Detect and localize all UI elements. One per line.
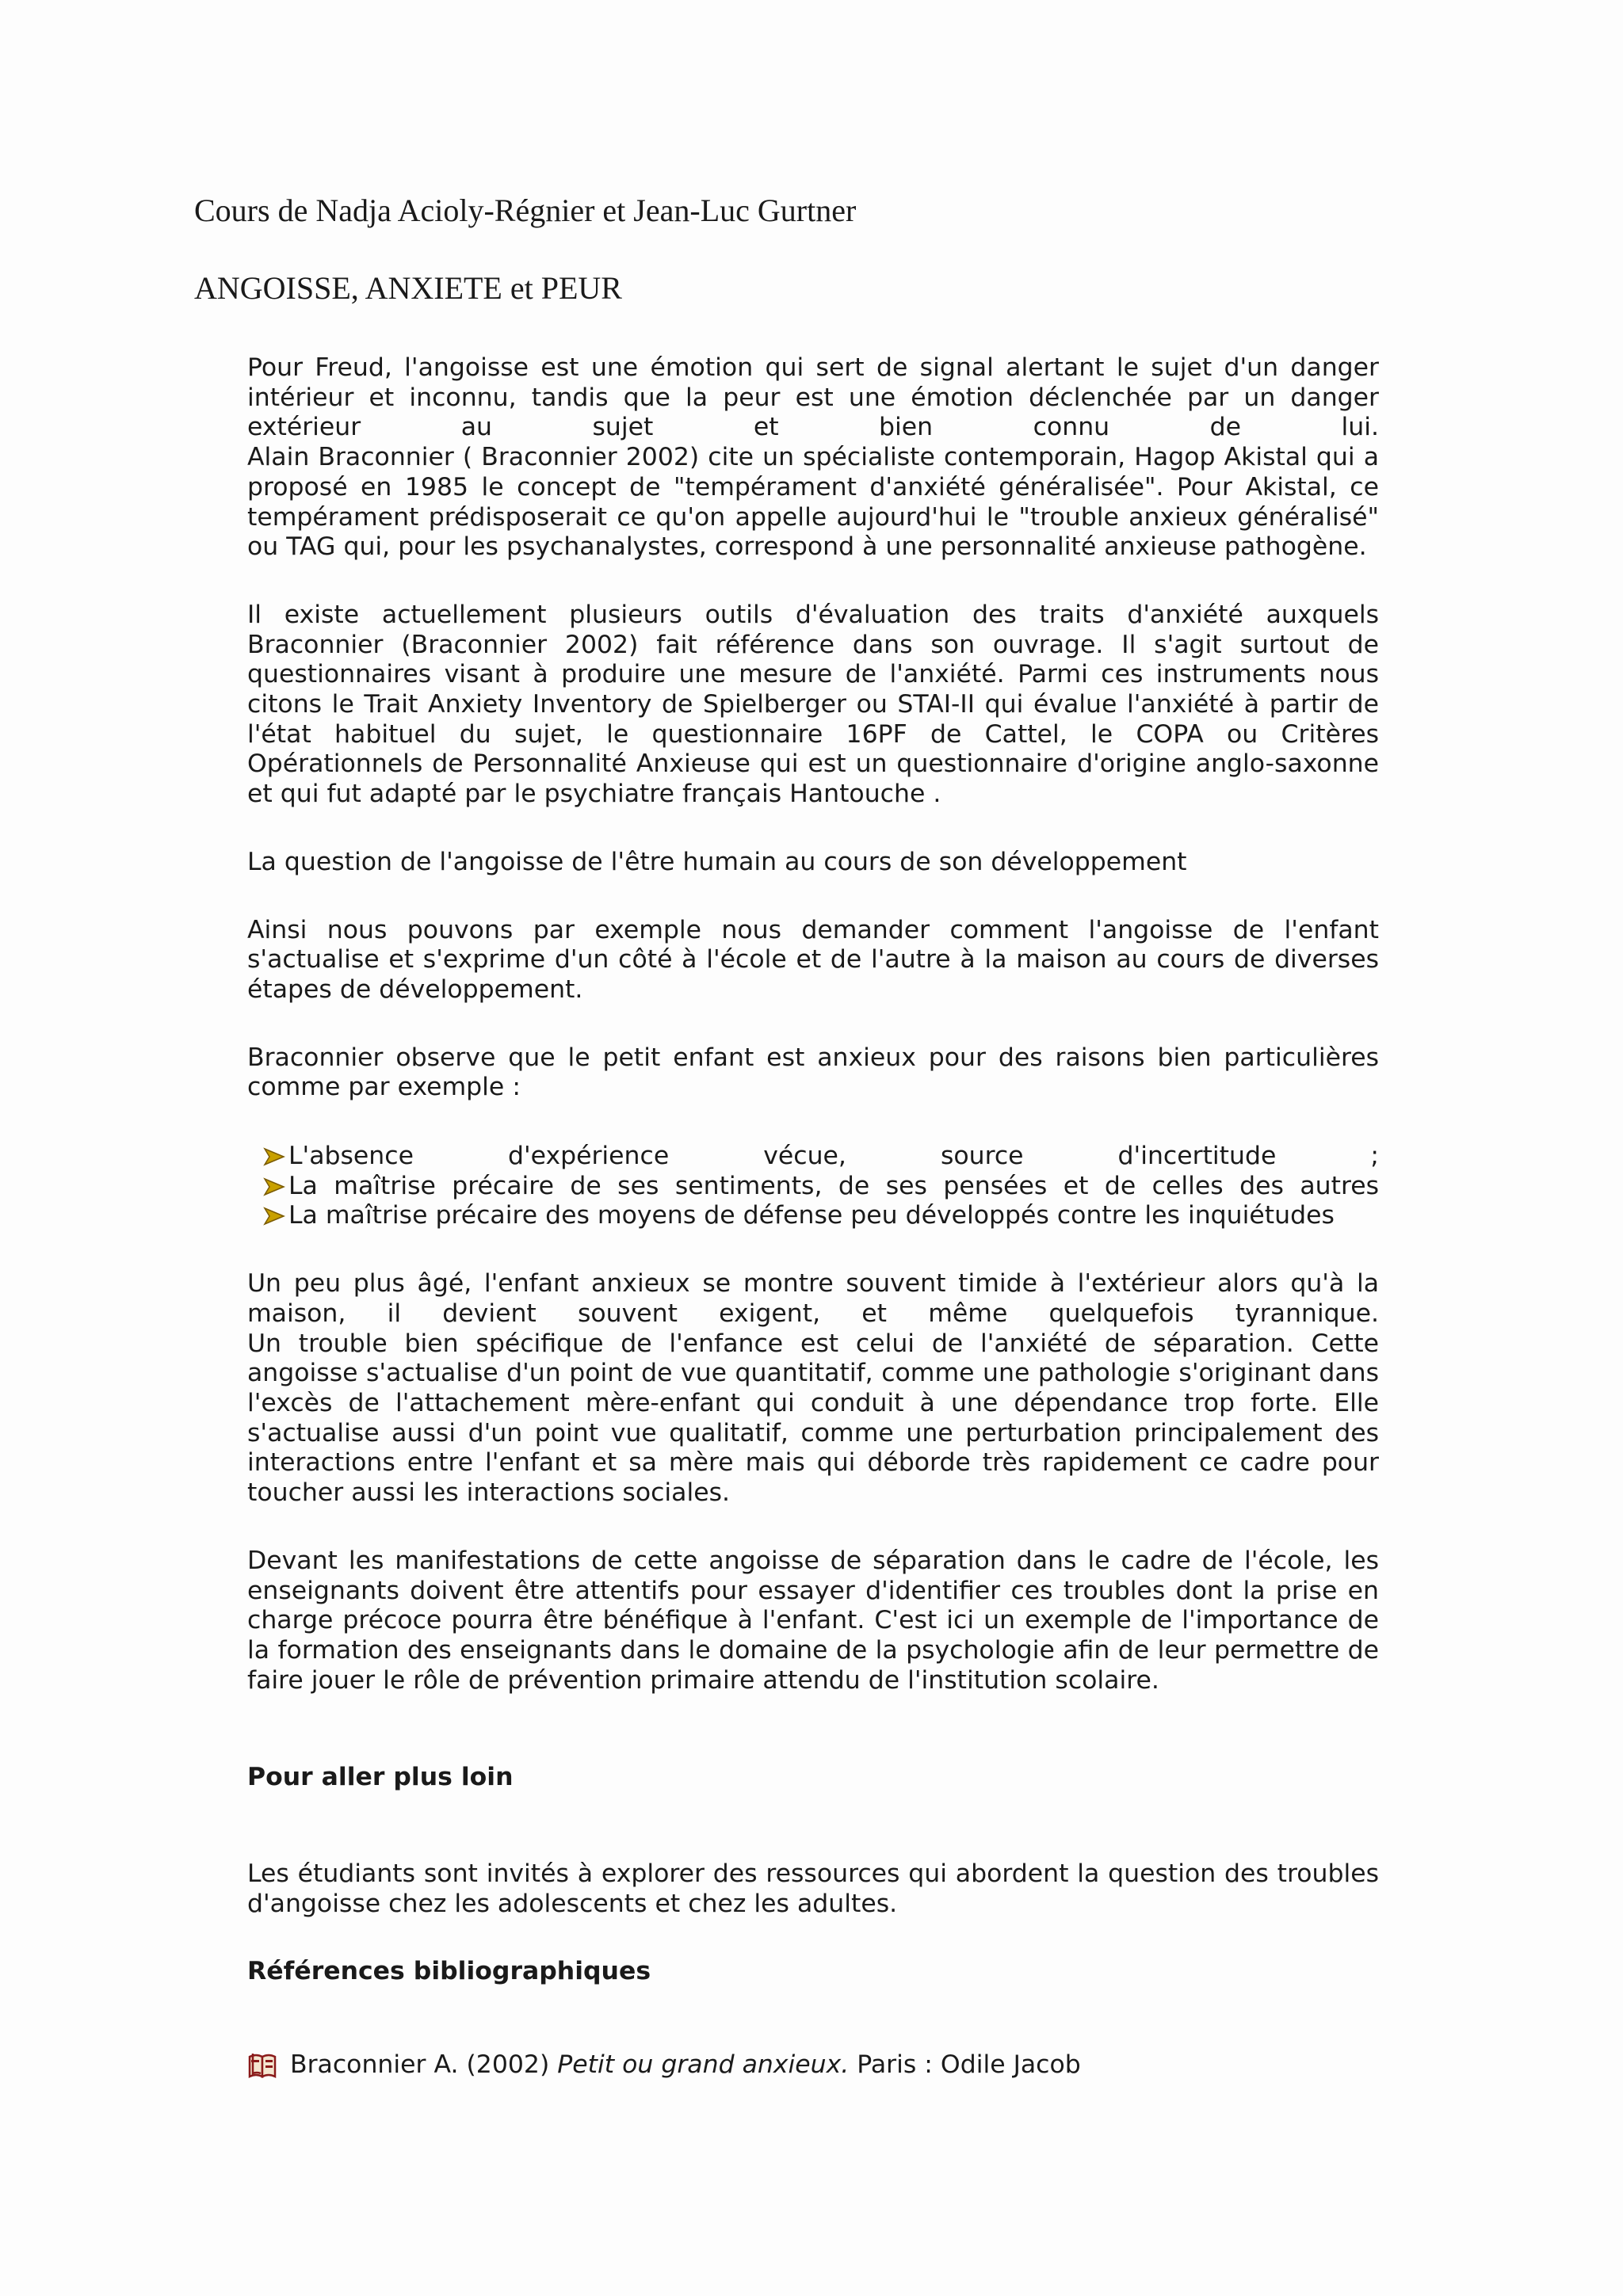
paragraph-braconnier-observation: Braconnier observe que le petit enfant est anxieux pour des raisons bien particulières comme par exemple : [247, 1043, 1379, 1102]
bullet-list [247, 1142, 1379, 1231]
bullet-arrow-icon [263, 1207, 287, 1226]
paragraph-further: Les étudiants sont invités à explorer des ressources qui abordent la question des troubles d'angoisse chez les adolescents et chez les adultes. [247, 1859, 1379, 1918]
reference-title: Petit ou grand anxieux. [557, 2050, 850, 2080]
course-title: Cours de Nadja Acioly-Régnier et Jean-Luc Gurtner [194, 193, 857, 228]
paragraph-akistal: Alain Braconnier ( Braconnier 2002) cite un spécialiste contemporain, Hagop Akistal qui a proposé en 1985 le concept de "tempérament d'anxiété généralisée". Pour Akistal, ce tempérament prédisposerait ce qu'on appelle aujourd'hui le "trouble anxieux généralisé" ou TAG qui, pour les psychanalystes, correspond à une personnalité anxieuse pathogène. [247, 443, 1379, 562]
list-item [263, 1142, 1379, 1172]
paragraph-freud: Pour Freud, l'angoisse est une émotion qui sert de signal alertant le sujet d'un danger intérieur et inconnu, tandis que la peur est une émotion déclenchée par un danger extérieur au sujet et bien connu de lui. [247, 353, 1379, 442]
paragraph-evaluation-tools: Il existe actuellement plusieurs outils d'évaluation des traits d'anxiété auxquels Braconnier (Braconnier 2002) fait référence dans son ouvrage. Il s'agit surtout de questionnaires visant à produire une mesure de l'anxiété. Parmi ces instruments nous citons le Trait Anxiety Inventory de Spielberger ou STAI-II qui évalue l'anxiété à partir de l'état habituel du sujet, le questionnaire 16PF de Cattel, le COPA ou Critères Opérationnels de Personnalité Anxieuse qui est un questionnaire d'origine anglo-saxonne et qui fut adapté par le psychiatre français Hantouche . [247, 600, 1379, 809]
list-item [263, 1172, 1379, 1202]
heading-further: Pour aller plus loin [247, 1763, 514, 1792]
book-icon [247, 2050, 279, 2081]
paragraph-teachers: Devant les manifestations de cette angoisse de séparation dans le cadre de l'école, les enseignants doivent être attentifs pour essayer d'identifier ces troubles dont la prise en charge précoce pourra être bénéfique à l'enfant. C'est ici un exemple de l'importance de la formation des enseignants dans le domaine de la psychologie afin de leur permettre de faire jouer le rôle de prévention primaire attendu de l'institution scolaire. [247, 1546, 1379, 1695]
list-item [263, 1201, 1379, 1231]
reference-author: Braconnier A. (2002) [290, 2050, 550, 2080]
reference-entry [247, 2050, 1379, 2081]
paragraph-separation-anxiety: Un trouble bien spécifique de l'enfance est celui de l'anxiété de séparation. Cette angoisse s'actualise d'un point de vue quantitatif, comme une pathologie s'originant dans l'excès de l'attachement mère-enfant qui conduit à une dépendance trop forte. Elle s'actualise aussi d'un point vue qualitatif, comme une perturbation principalement des interactions entre l'enfant et sa mère mais qui déborde très rapidement ce cadre pour toucher aussi les interactions sociales. [247, 1329, 1379, 1508]
bullet-text: L'absence d'expérience vécue, source d'incertitude ; [288, 1142, 1379, 1171]
paragraph-school-home: Ainsi nous pouvons par exemple nous demander comment l'angoisse de l'enfant s'actualise et s'exprime d'un côté à l'école et de l'autre à la maison au cours de diverses étapes de développement. [247, 915, 1379, 1004]
bullet-arrow-icon [263, 1147, 287, 1166]
paragraph-older-child: Un peu plus âgé, l'enfant anxieux se montre souvent timide à l'extérieur alors qu'à la maison, il devient souvent exigent, et même quelquefois tyrannique. [247, 1269, 1379, 1328]
document-title: ANGOISSE, ANXIETE et PEUR [194, 270, 622, 306]
bullet-text: La maîtrise précaire de ses sentiments, de ses pensées et de celles des autres [288, 1171, 1379, 1200]
reference-publisher: Paris : Odile Jacob [857, 2050, 1081, 2080]
bullet-arrow-icon [263, 1177, 287, 1196]
bullet-text: La maîtrise précaire des moyens de défense peu développés contre les inquiétudes [288, 1201, 1335, 1230]
document-body [247, 353, 1379, 2081]
paragraph-development-question: La question de l'angoisse de l'être humain au cours de son développement [247, 847, 1187, 876]
heading-references: Références bibliographiques [247, 1957, 651, 1986]
